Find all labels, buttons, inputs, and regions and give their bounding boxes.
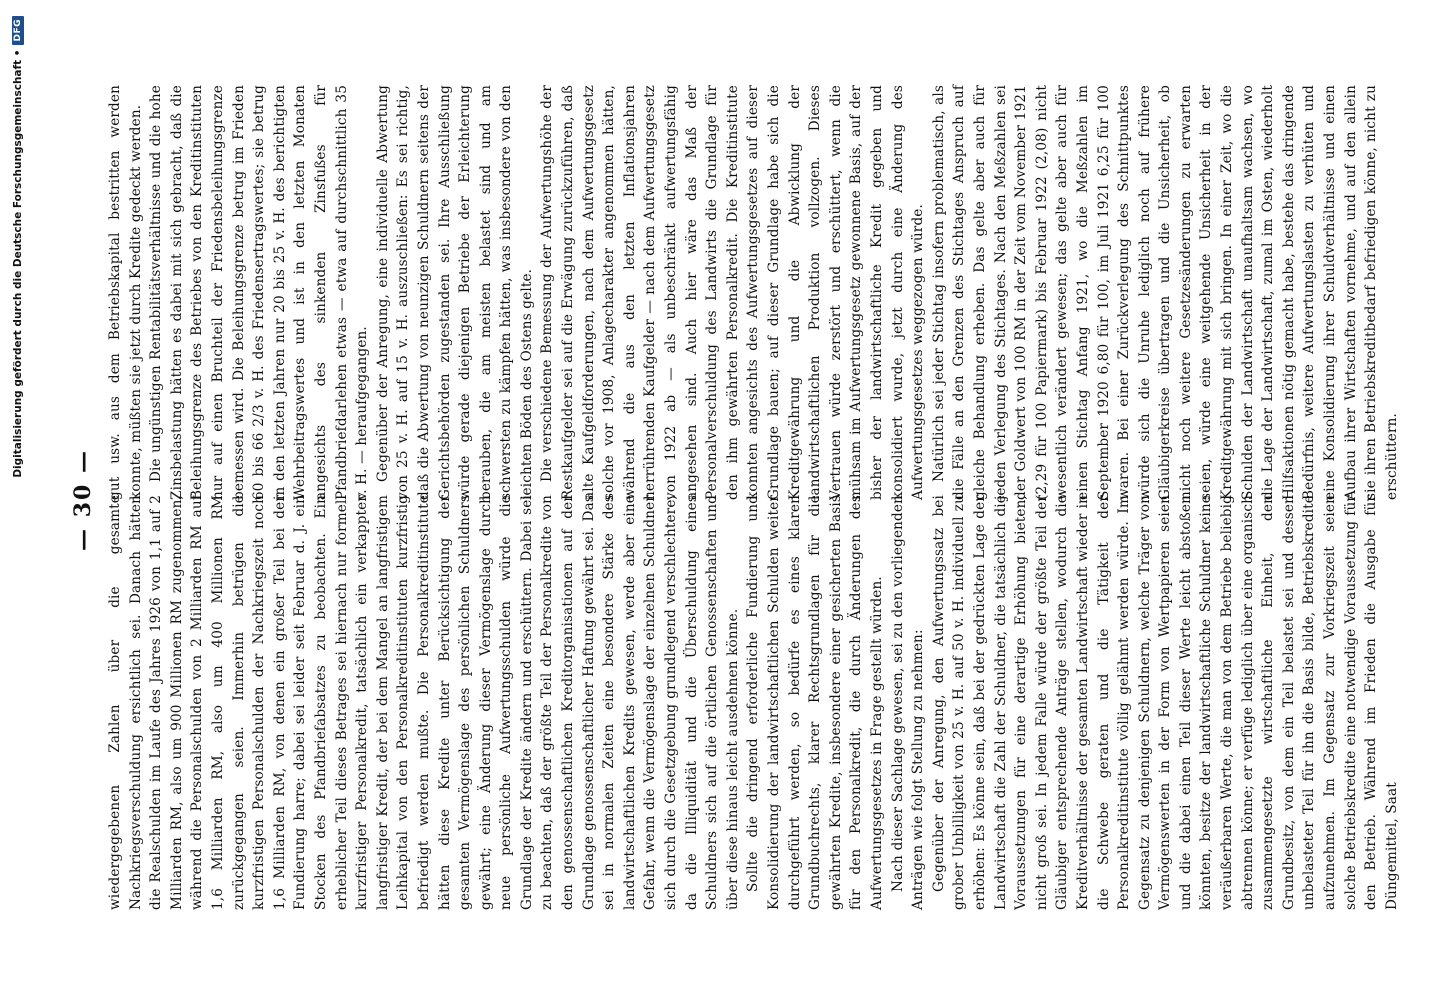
right-paragraph: Die ungünstigen Rentabilitätsverhältnisse und die hohe Zinsbelastung hätten es dabei mit sich gebracht, daß die Beleihungsgrenze des Betriebes von den Kreditinstituten nur auf einen Bruchteil der Friedensbeleihungsgrenze bemessen wird. Die Beleihungsgrenze betrug im Frieden 60 bis 66 2/3 v. H. des Friedensertragswertes; sie betrug in den letzten Jahren nur 20 bis 25 v. H. des berichtigten Wehrbeitragswertes und ist in den letzten Monaten angesichts des sinkenden Zinsfußes für Pfandbriefdarlehen etwas — etwa auf durchschnittlich 35 v. H. — heraufgegangen. — [148, 85, 371, 500]
left-column — [105, 495, 1400, 910]
right-paragraph: gut usw. aus dem Betriebskapital bestritten werden konnte, müßten sie jetzt durch Kredite gedeckt werden. — [107, 85, 144, 500]
page-number: — 30 — — [70, 449, 96, 551]
right-paragraph: Natürlich sei jeder Stichtag insofern problematisch, als die Fälle an den Grenzen des Stichtages Anspruch auf gleiche Behandlung erheben. Das gelte aber auch für jeden Verlegung des Stichtages. Nach den Meßzahlen sei der Goldwert von 100 RM in der Zeit vom November 1921 (2,29 für 100 Papiermark) bis Februar 1922 (2,08) nicht wesentlich verändert gewesen; das gelte aber auch für einen Stichtag Anfang 1921, wo die Meßzahlen im September 1920 6,80 für 100, im Juli 1921 6,25 für 100 waren. Bei einer Zurückverlegung des Schnittpunktes würde sich die Unruhe lediglich noch auf frühere Gläubigerkreise übertragen und die Unsicherheit, ob nicht noch weitere Gesetzesänderungen zu erwarten seien, würde eine weitgehende Unsicherheit in der Kreditgewährung mit sich bringen. In einer Zeit, wo die Schulden der Landwirtschaft unaufhaltsam wachsen, wo die Lage der Landwirtschaft, zumal im Osten, wiederholt Hilfsaktionen nötig gemacht habe, bestehe das dringende Bedürfnis, weitere Aufwertungslasten zu verhüten und eine Konsolidierung ihrer Schuldverhältnisse und einen Aufbau ihrer Wirtschaften vornehme, und auf den allein sie ihren Betriebskreditbedarf befriedigen könne, nicht zu erschüttern. — [930, 85, 1400, 500]
right-paragraph: Gegenüber der Anregung, eine individuelle Abwertung von 25 v. H. auf 15 v. H. auszuschließen: Es sei richtig, daß die Abwertung von neunzigen Schuldnern seitens der Gerichtsbehörden zugestanden sei. Ihre Ausschließung würde gerade diejenigen Betriebe der Erleichterung berauben, die am meisten belastet sind und am schwersten zu kämpfen hätten, was insbesondere von den leichten Böden des Ostens gelte. — [374, 85, 535, 500]
right-column — [105, 85, 1400, 500]
credit-text: Digitalisierung gefördert durch die Deutsche Forschungsgemeinschaft • — [12, 49, 24, 478]
left-paragraph: Gegenüber der Anregung, den Aufwertungssatz bei grober Unbilligkeit von 25 v. H. auf 50 v. H. individuell zu erhöhen: Es könne sein, daß bei der gedrückten Lage der Landwirtschaft die Zahl der Schuldner, die tatsächlich die Voraussetzungen für eine derartige Erhöhung bieten, nicht groß sei. In jedem Falle würde der größte Teil der Gläubiger entsprechende Anträge stellen, wodurch die Kreditverhältnisse der gesamten Landwirtschaft wieder in die Schwebe geraten und die Tätigkeit der Personalkreditinstitute völlig gelähmt werden würde. Im Gegensatz zu denjenigen Schuldnern, welche Träger von Vermögenswerten in der Form von Wertpapieren seien und die dabei einen Teil dieser Werte leicht abstoßen könnten, besitze der landwirtschaftliche Schuldner keine veräußerbaren Werte, die man von dem Betriebe beliebig abtrennen könne; er verfüge lediglich über eine organisch zusammengesetzte wirtschaftliche Einheit, den Grundbesitz, von dem ein Teil belastet sei und dessen unbelasteter Teil für ihn die Basis bilde, Betriebskredite aufzunehmen. Im Gegensatz zur Vorkriegszeit seien solche Betriebskredite eine notwendige Voraussetzung für den Betrieb. Während im Frieden die Ausgabe für Düngemittel, Saat — [930, 495, 1400, 910]
left-paragraph: Nach dieser Sachlage gewesen, sei zu den vorliegenden Anträgen wie folgt Stellung zu nehmen: — [889, 495, 927, 910]
left-paragraph: Sollte die dringend erforderliche Fundierung und Konsolidierung der landwirtschaftlichen Schulden weiter durchgeführt werden, so bedürfe es eines klaren Grundbuchrechts, klarer Rechtsgrundlagen für die gewährten Kredite, insbesondere einer gesicherten Basis für den Personalkredit, die durch Änderungen des Aufwertungsgesetzes in Frage gestellt würden. — [745, 495, 885, 910]
right-paragraph: Die verschiedene Bemessung der Aufwertungshöhe der Restkaufgelder sei auf die Erwägung zurückzuführen, daß alte Kaufgeldforderungen, nach dem Aufwertungsgesetz solche vor 1908, Anlagecharakter angenommen hätten, während die aus den letzten Inflationsjahren herrührenden Kaufgelder — nach dem Aufwertungsgesetz von 1922 ab — als unbeschränkt aufwertungsfähig angesehen sind. Auch hier wäre das Maß der Personalverschuldung des Landwirts die Grundlage für den ihm gewährten Personalkredit. Die Kreditinstitute konnten angesichts des Aufwertungsgesetzes auf dieser Grundlage bauen; auf dieser Grundlage habe sich die Kreditgewährung und die Abwicklung der landwirtschaftlichen Produktion vollzogen. Dieses Vertrauen würde zerstört und erschüttert, wenn die mühsam im Aufwertungsgesetz gewonnene Basis, auf der bisher der landwirtschaftliche Kredit gegeben und konsolidiert wurde, jetzt durch eine Änderung des Aufwertungsgesetzes weggezogen würde. — [539, 85, 927, 500]
dfg-logo: DFG — [12, 16, 24, 45]
digitization-credit — [8, 0, 28, 1000]
left-paragraph: wiedergegebenen Zahlen über die gesamte Nachkriegsverschuldung ersichtlich sei. Danach hätten die Realschulden im Laufe des Jahres 1926 von 1,1 auf 2 Milliarden RM, also um 900 Millionen RM zugenommen, während die Personalschulden von 2 Milliarden RM auf 1,6 Milliarden RM, also um 400 Millionen RM zurückgegangen seien. Immerhin betrügen die kurzfristigen Personalschulden der Nachkriegszeit noch 1,6 Milliarden RM, von denen ein großer Teil bei der Fundierung harre; dabei sei leider seit Februar d. J. ein Stocken des Pfandbriefabsatzes zu beobachten. Ein erheblicher Teil dieses Betrages sei hiernach nur formell kurzfristiger Personalkredit, tatsächlich ein verkappter langfristiger Kredit, der bei dem Mangel an langfristigem Leihkapital von den Personalkreditinstituten kurzfristig befriedigt werden mußte. Die Personalkreditinstitute hätten diese Kredite unter Berücksichtigung der gesamten Vermögenslage des persönlichen Schuldners gewährt; eine Änderung dieser Vermögenslage durch neue persönliche Aufwertungsschulden würde die Grundlage der Kredite ändern und erschüttern. Dabei sei zu beachten, daß der größte Teil der Personalkredite von den genossenschaftlichen Kreditorganisationen auf der Grundlage genossenschaftlicher Haftung gewährt sei. Das sei in normalen Zeiten eine besondere Stärke des landwirtschaftlichen Kredits gewesen, werde aber eine Gefahr, wenn die Vermögenslage der einzelnen Schuldner sich durch die Gesetzgebung grundlegend verschlechtere, da die Illiquidität und die Überschuldung eines Schuldners sich auf die örtlichen Genossenschaften und über diese hinaus leicht ausdehnen könne. — [107, 495, 741, 910]
